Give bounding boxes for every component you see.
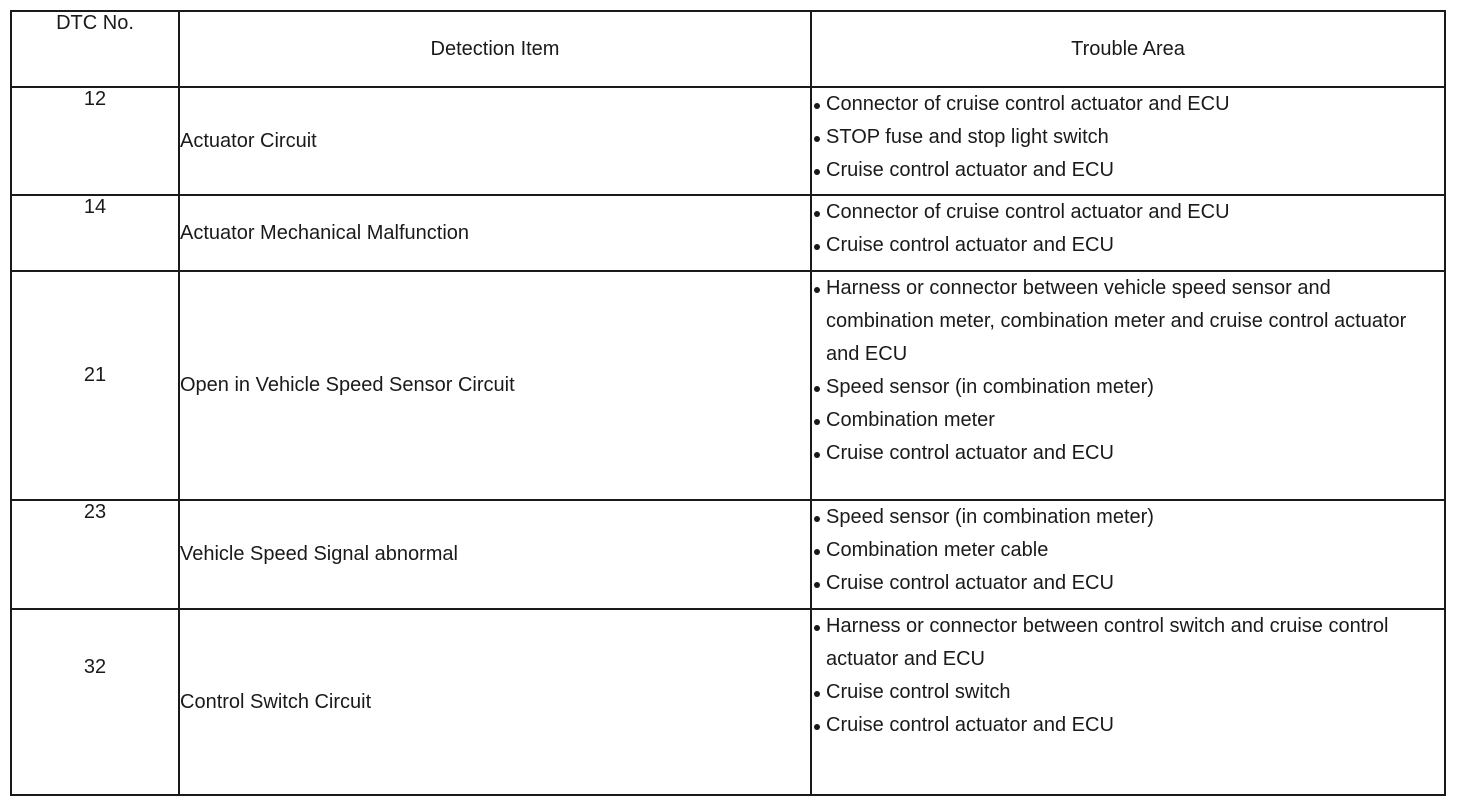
dtc-number: 23 xyxy=(11,500,179,609)
dtc-number: 32 xyxy=(11,609,179,795)
trouble-area-item: Cruise control actuator and ECU xyxy=(812,709,1444,742)
trouble-area-item: Cruise control actuator and ECU xyxy=(812,229,1444,262)
trouble-area-item: Connector of cruise control actuator and ECU xyxy=(812,196,1444,229)
trouble-area-list xyxy=(812,272,1444,470)
trouble-area xyxy=(811,195,1445,271)
trouble-area-item: Speed sensor (in combination meter) xyxy=(812,501,1444,534)
trouble-area xyxy=(811,271,1445,500)
dtc-number: 12 xyxy=(11,87,179,195)
trouble-area-item: Cruise control switch xyxy=(812,676,1444,709)
trouble-area-item: Cruise control actuator and ECU xyxy=(812,154,1444,187)
trouble-area-item: Combination meter cable xyxy=(812,534,1444,567)
trouble-area-item: Connector of cruise control actuator and ECU xyxy=(812,88,1444,121)
dtc-table xyxy=(10,10,1446,796)
trouble-area-item: Cruise control actuator and ECU xyxy=(812,437,1444,470)
table-row xyxy=(11,271,1445,500)
table-row xyxy=(11,500,1445,609)
detection-item: Actuator Circuit xyxy=(179,87,811,195)
detection-item: Open in Vehicle Speed Sensor Circuit xyxy=(179,271,811,500)
trouble-area xyxy=(811,500,1445,609)
trouble-area-list xyxy=(812,501,1444,600)
trouble-area-item: Combination meter xyxy=(812,404,1444,437)
trouble-area-item: Harness or connector between vehicle speed sensor and combination meter, combination meter and cruise control actuator and ECU xyxy=(812,272,1444,371)
dtc-number: 14 xyxy=(11,195,179,271)
header-detection-item: Detection Item xyxy=(179,11,811,87)
table-row xyxy=(11,609,1445,795)
dtc-number: 21 xyxy=(11,271,179,500)
table-header-row xyxy=(11,11,1445,87)
trouble-area xyxy=(811,609,1445,795)
trouble-area-item: STOP fuse and stop light switch xyxy=(812,121,1444,154)
trouble-area-list xyxy=(812,196,1444,262)
trouble-area xyxy=(811,87,1445,195)
header-trouble-area: Trouble Area xyxy=(811,11,1445,87)
header-dtc-no: DTC No. xyxy=(11,11,179,87)
table-row xyxy=(11,87,1445,195)
detection-item: Vehicle Speed Signal abnormal xyxy=(179,500,811,609)
table-row xyxy=(11,195,1445,271)
trouble-area-item: Cruise control actuator and ECU xyxy=(812,567,1444,600)
detection-item: Actuator Mechanical Malfunction xyxy=(179,195,811,271)
trouble-area-list xyxy=(812,88,1444,187)
trouble-area-item: Harness or connector between control switch and cruise control actuator and ECU xyxy=(812,610,1444,676)
trouble-area-list xyxy=(812,610,1444,742)
trouble-area-item: Speed sensor (in combination meter) xyxy=(812,371,1444,404)
detection-item: Control Switch Circuit xyxy=(179,609,811,795)
